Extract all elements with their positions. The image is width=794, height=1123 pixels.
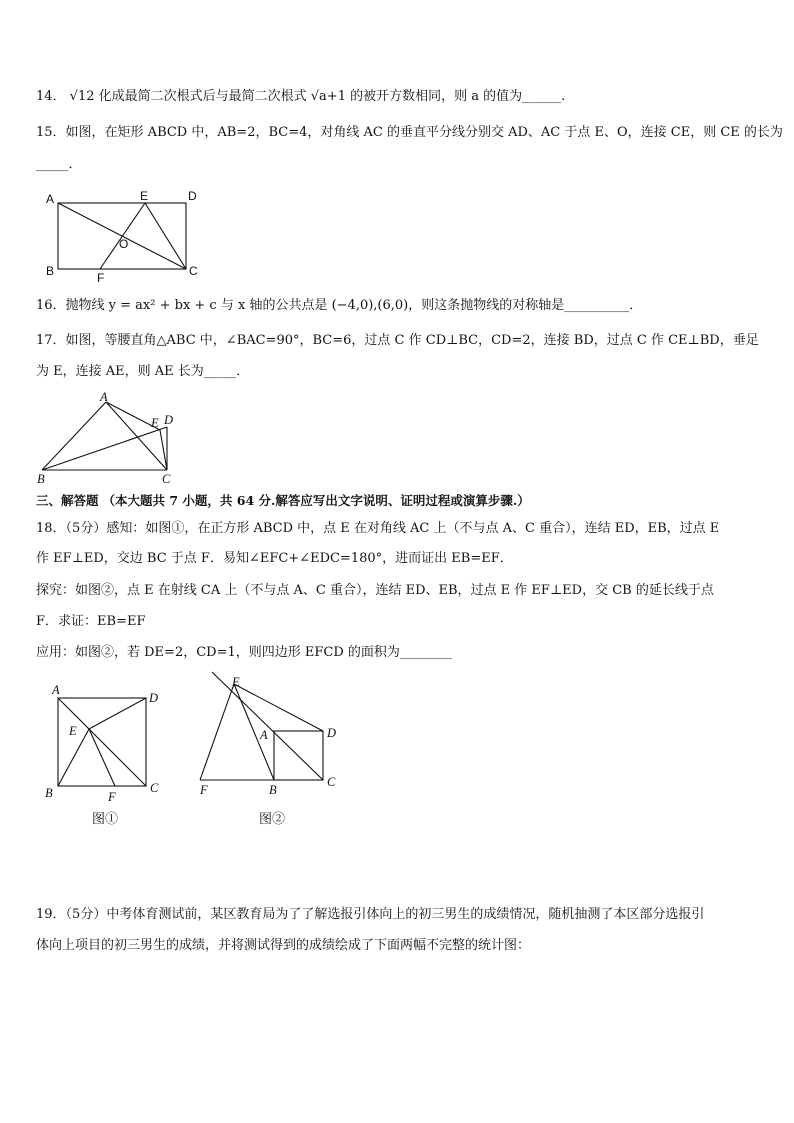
label-F: F bbox=[97, 271, 105, 285]
label-B: B bbox=[45, 786, 53, 800]
question-18-line-2: 作 EF⊥ED，交边 BC 于点 F．易知∠EFC+∠EDC=180°，进而证出 EB=EF． bbox=[36, 551, 513, 566]
label-C: C bbox=[162, 472, 171, 486]
label-C: C bbox=[189, 264, 198, 278]
label-E: E bbox=[140, 189, 149, 203]
label-A: A bbox=[100, 390, 108, 404]
label-E: E bbox=[232, 675, 240, 689]
question-18-line-1: 18．（5分）感知：如图①，在正方形 ABCD 中，点 E 在对角线 AC 上（不与点 A、C 重合），连结 ED，EB，过点 E bbox=[36, 521, 720, 536]
label-A: A bbox=[52, 683, 60, 697]
question-19-line-2: 体向上项目的初三男生的成绩，并将测试得到的成绩绘成了下面两幅不完整的统计图： bbox=[36, 938, 531, 953]
label-D: D bbox=[327, 726, 337, 740]
question-17-line-2: 为 E，连接 AE，则 AE 长为_____． bbox=[36, 364, 250, 379]
section-3-note: （本大题共 7 小题，共 64 分.解答应写出文字说明、证明过程或演算步骤.） bbox=[102, 493, 530, 508]
question-19-line-1: 19．（5分）中考体育测试前，某区教育局为了了解选报引体向上的初三男生的成绩情况，随机抽测了本区部分选报引 bbox=[36, 907, 705, 922]
label-B: B bbox=[37, 472, 45, 486]
figure-triangle-abc bbox=[34, 390, 184, 486]
label-E: E bbox=[69, 724, 77, 738]
figure-2-caption: 图② bbox=[259, 812, 286, 827]
label-O: O bbox=[119, 237, 129, 251]
question-17-line-1: 17．如图，等腰直角△ABC 中，∠BAC=90°，BC=6，过点 C 作 CD⊥BC，CD=2，连接 BD，过点 C 作 CE⊥BD，垂足 bbox=[36, 333, 759, 348]
label-F: F bbox=[108, 790, 116, 804]
label-D: D bbox=[149, 691, 159, 705]
section-3-title: 三、解答题 bbox=[36, 493, 99, 508]
figure-1-square bbox=[40, 678, 170, 808]
figure-2-square bbox=[190, 668, 350, 803]
question-16: 16．抛物线 y = ax² + bx + c 与 x 轴的公共点是 (−4,0),(6,0)，则这条抛物线的对称轴是__________． bbox=[36, 298, 643, 313]
label-C: C bbox=[150, 781, 159, 795]
label-B: B bbox=[46, 264, 55, 278]
question-18-line-5: 应用：如图②，若 DE=2，CD=1，则四边形 EFCD 的面积为________ bbox=[36, 645, 452, 660]
question-14: 14． √12 化成最简二次根式后与最简二次根式 √a+1 的被开方数相同，则 a 的值为______. bbox=[36, 89, 566, 104]
label-B: B bbox=[269, 783, 277, 797]
label-A: A bbox=[260, 728, 268, 742]
figure-rectangle-abcd bbox=[40, 186, 210, 286]
question-15-line-2: _____． bbox=[36, 157, 82, 172]
label-D: D bbox=[188, 189, 197, 203]
label-A: A bbox=[46, 192, 55, 206]
section-3-heading bbox=[36, 492, 758, 510]
figure-1-caption: 图① bbox=[92, 812, 119, 827]
question-18-line-4: F．求证：EB=EF bbox=[36, 614, 146, 629]
label-D: D bbox=[164, 413, 174, 427]
question-18-line-3: 探究：如图②，点 E 在射线 CA 上（不与点 A、C 重合），连结 ED、EB，过点 E 作 EF⊥ED，交 CB 的延长线于点 bbox=[36, 583, 714, 598]
label-F: F bbox=[200, 783, 208, 797]
question-15-line-1: 15．如图，在矩形 ABCD 中，AB=2，BC=4，对角线 AC 的垂直平分线分别交 AD、AC 于点 E、O，连接 CE，则 CE 的长为 bbox=[36, 125, 783, 140]
label-C: C bbox=[327, 775, 336, 789]
label-E: E bbox=[151, 416, 159, 430]
